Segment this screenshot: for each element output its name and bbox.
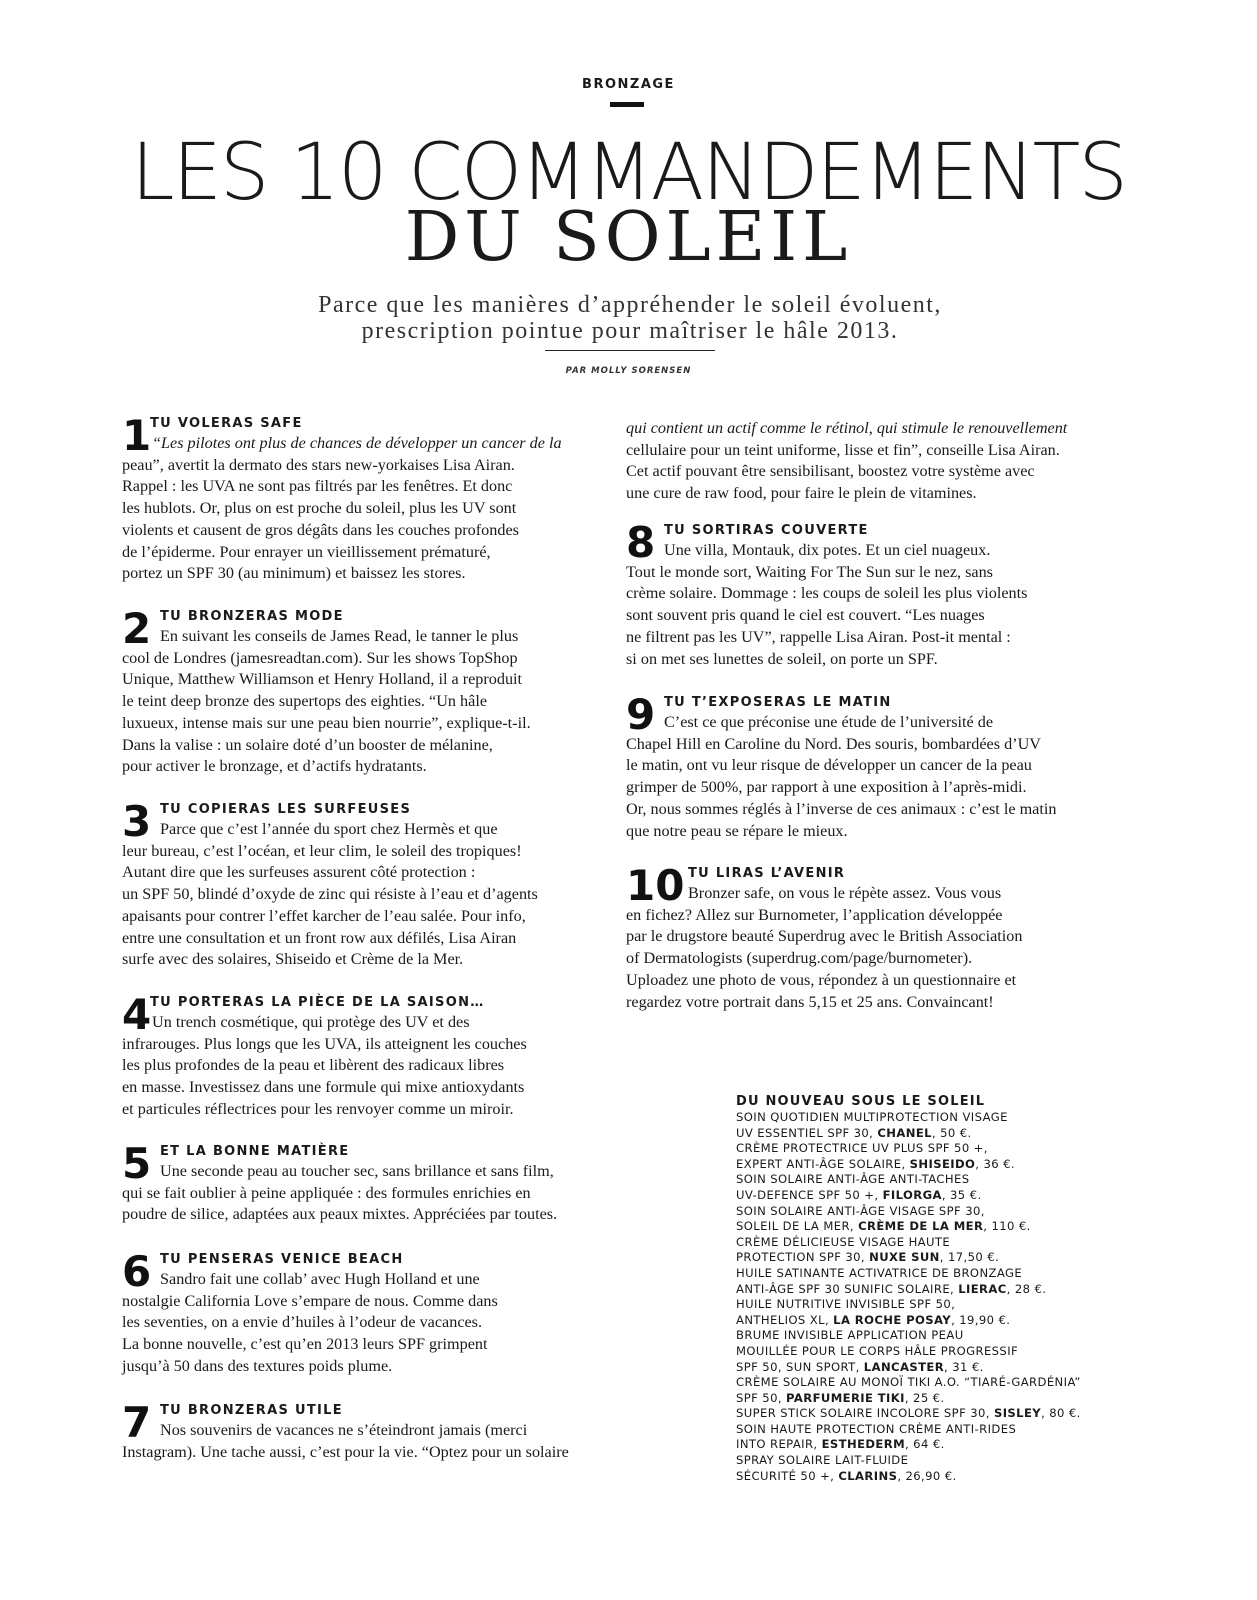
commandment-number: 1 — [122, 411, 152, 460]
commandment-heading: TU PENSERAS VENICE BEACH — [160, 1252, 404, 1267]
product-price: , 25 €. — [904, 1390, 945, 1405]
product-brand: LA ROCHE POSAY — [833, 1312, 952, 1327]
commandment-number: 9 — [626, 690, 656, 739]
commandment-2 — [122, 604, 612, 778]
commandment-heading: TU SORTIRAS COUVERTE — [664, 523, 869, 538]
product-brand: FILORGA — [882, 1187, 942, 1202]
product-description: MOUILLÉE POUR LE CORPS HÂLE PROGRESSIF — [736, 1343, 1019, 1358]
commandment-body: Sandro fait une collab’ avec Hugh Holland et une nostalgie California Love s’empare de nous. Comme dans les seventies, on a envie d’huiles à l’odeur de vacances. La bonne nouvelle, c’est qu’en 2013 leurs SPF grimpent jusqu’à 50 dans des textures poids plume. — [122, 1270, 498, 1375]
commandment-body: En suivant les conseils de James Read, le tanner le plus cool de Londres (jamesreadtan.com). Sur les shows TopShop Unique, Matthew Williamson et Henry Holland, il a reproduit le teint deep bronze des supertops des eighties. “Un hâle luxueux, intense mais sur une peau bien nourrie”, explique-t-il. Dans la valise : un solaire doté d’un booster de mélanine, pour activer le bronzage, et d’actifs hydratants. — [122, 627, 531, 776]
commandment-number: 3 — [122, 797, 152, 846]
product-description: SOIN HAUTE PROTECTION CRÈME ANTI-RIDES — [736, 1421, 1017, 1436]
product-description: SPRAY SOLAIRE LAIT-FLUIDE — [736, 1453, 909, 1468]
sidebar-line — [736, 1391, 1156, 1407]
sidebar-line — [736, 1297, 1156, 1313]
commandment-number: 8 — [626, 518, 656, 567]
product-description: HUILE SATINANTE ACTIVATRICE DE BRONZAGE — [736, 1265, 1023, 1280]
product-description: SOLEIL DE LA MER, — [736, 1219, 859, 1234]
commandment-heading: TU BRONZERAS UTILE — [160, 1403, 343, 1418]
commandment-heading: TU LIRAS L’AVENIR — [688, 866, 846, 881]
sidebar-line — [736, 1406, 1156, 1422]
product-price: , 19,90 €. — [951, 1312, 1011, 1327]
section-kicker: BRONZAGE — [582, 77, 675, 92]
commandment-heading: TU VOLERAS SAFE — [150, 416, 303, 431]
commandment-7 — [122, 1398, 612, 1463]
commandment-number: 5 — [122, 1139, 152, 1188]
product-price: , 31 €. — [944, 1359, 984, 1374]
commandment-number: 7 — [122, 1398, 152, 1447]
product-description: UV ESSENTIEL SPF 30, — [736, 1125, 878, 1140]
product-description: INTO REPAIR, — [736, 1437, 822, 1452]
commandment-body: Nos souvenirs de vacances ne s’éteindront jamais (merci Instagram). Une tache aussi, c’est pour la vie. “Optez pour un solaire — [122, 1421, 569, 1461]
sidebar-title: DU NOUVEAU SOUS LE SOLEIL — [736, 1094, 986, 1109]
sidebar-line — [736, 1250, 1156, 1266]
sidebar-line — [736, 1110, 1156, 1126]
byline-divider — [545, 350, 715, 351]
product-description: CRÈME SOLAIRE AU MONOÏ TIKI A.O. “TIARÉ-GARDÉNIA” — [736, 1375, 1081, 1390]
commandment-8 — [626, 518, 1116, 670]
product-price: , 28 €. — [1006, 1281, 1047, 1296]
product-description: EXPERT ANTI-ÂGE SOLAIRE, — [736, 1156, 910, 1171]
sidebar-line — [736, 1453, 1156, 1469]
product-description: SPF 50, SUN SPORT, — [736, 1359, 864, 1374]
sidebar-line — [736, 1188, 1156, 1204]
commandment-heading: TU T’EXPOSERAS LE MATIN — [664, 695, 892, 710]
product-price: , 110 €. — [983, 1219, 1031, 1234]
product-brand: LIERAC — [958, 1281, 1007, 1296]
product-description: HUILE NUTRITIVE INVISIBLE SPF 50, — [736, 1297, 956, 1312]
sidebar-line — [736, 1157, 1156, 1173]
headline-line-1: LES 10 COMMANDEMENTS — [131, 128, 1126, 218]
commandment-heading: TU PORTERAS LA PIÈCE DE LA SAISON… — [150, 995, 485, 1010]
product-brand: CHANEL — [877, 1125, 932, 1140]
product-description: SOIN SOLAIRE ANTI-ÂGE ANTI-TACHES — [736, 1172, 970, 1187]
product-description: PROTECTION SPF 30, — [736, 1250, 870, 1265]
product-brand: PARFUMERIE TIKI — [786, 1390, 905, 1405]
product-brand: SHISEIDO — [909, 1156, 976, 1171]
product-description: SÉCURITÉ 50 +, — [736, 1468, 839, 1483]
kicker-divider — [610, 102, 644, 107]
sidebar-line — [736, 1126, 1156, 1142]
sidebar-line — [736, 1266, 1156, 1282]
sidebar-line — [736, 1313, 1156, 1329]
sidebar-line — [736, 1235, 1156, 1251]
product-description: SPF 50, — [736, 1390, 787, 1405]
sidebar-line — [736, 1328, 1156, 1344]
product-price: , 26,90 €. — [897, 1468, 957, 1483]
sidebar-line — [736, 1469, 1156, 1485]
product-brand: SISLEY — [993, 1406, 1042, 1421]
commandment-10 — [626, 861, 1116, 1013]
commandment-9 — [626, 690, 1116, 842]
commandment-number: 10 — [626, 861, 685, 910]
product-description: SUPER STICK SOLAIRE INCOLORE SPF 30, — [736, 1406, 994, 1421]
product-sidebar — [736, 1093, 1156, 1484]
commandment-6 — [122, 1247, 612, 1378]
byline: PAR MOLLY SORENSEN — [565, 366, 692, 376]
product-price: , 35 €. — [941, 1187, 982, 1202]
sidebar-line — [736, 1204, 1156, 1220]
product-description: CRÈME PROTECTRICE UV PLUS SPF 50 +, — [736, 1141, 988, 1156]
sidebar-line — [736, 1282, 1156, 1298]
commandment-5 — [122, 1139, 612, 1226]
commandment-body: C’est ce que préconise une étude de l’université de Chapel Hill en Caroline du Nord. Des souris, bombardées d’UV le matin, ont vu leur risque de développer un cancer de la peau grimper de 500%, par rapport à une exposition à l’après-midi. Or, nous sommes réglés à l’inverse de ces animaux : c’est le matin que notre peau se répare le mieux. — [626, 713, 1057, 840]
product-brand: CRÈME DE LA MER — [858, 1219, 984, 1234]
commandment-body: Bronzer safe, on vous le répète assez. Vous vous en fichez? Allez sur Burnometer, l’application développée par le drugstore beauté Superdrug avec le British Association of Dermatologists (superdrug.com/page/burnometer). Uploadez une photo de vous, répondez à un questionnaire et regardez votre portrait dans 5,15 et 25 ans. Convaincant! — [626, 884, 1023, 1011]
sidebar-line — [736, 1422, 1156, 1438]
commandment-7-continued: qui contient un actif comme le rétinol, qui stimule le renouvellement cellulaire pour un teint uniforme, lisse et fin”, conseille Lisa Airan. Cet actif pouvant être sensibilisant, boostez votre système avec une cure de raw food, pour faire le plein de vitamines. — [626, 419, 1068, 503]
product-brand: LANCASTER — [863, 1359, 945, 1374]
commandment-body: Une seconde peau au toucher sec, sans brillance et sans film, qui se fait oublier à peine appliquée : des formules enrichies en poudre de silice, adaptées aux peaux mixtes. Appréciées par toutes. — [122, 1162, 558, 1224]
product-description: SOIN SOLAIRE ANTI-ÂGE VISAGE SPF 30, — [736, 1203, 985, 1218]
commandment-number: 4 — [122, 990, 152, 1039]
sidebar-line — [736, 1219, 1156, 1235]
product-description: UV-DEFENCE SPF 50 +, — [736, 1187, 883, 1202]
product-description: ANTHELIOS XL, — [736, 1312, 834, 1327]
commandment-body: “Les pilotes ont plus de chances de développer un cancer de la peau”, avertit la dermato des stars new-yorkaises Lisa Airan. Rappel : les UVA ne sont pas filtrés par les fenêtres. Et donc les hublots. Or, plus on est proche du soleil, plus les UV sont violents et causent de gros dégâts dans les couches profondes de l’épiderme. Pour enrayer un vieillissement prématuré, portez un SPF 30 (au minimum) et baissez les stores. — [122, 434, 562, 583]
product-description: SOIN QUOTIDIEN MULTIPROTECTION VISAGE — [736, 1110, 1008, 1124]
commandment-body: Un trench cosmétique, qui protège des UV et des infrarouges. Plus longs que les UVA, ils atteignent les couches les plus profondes de la peau et libèrent des radicaux libres en masse. Investissez dans une formule qui mixe antioxydants et particules réflectrices pour les renvoyer comme un miroir. — [122, 1013, 527, 1118]
commandment-heading: TU COPIERAS LES SURFEUSES — [160, 802, 412, 817]
product-description: BRUME INVISIBLE APPLICATION PEAU — [736, 1328, 964, 1343]
sidebar-line — [736, 1375, 1156, 1391]
commandment-3 — [122, 797, 612, 971]
sidebar-line — [736, 1172, 1156, 1188]
commandment-number: 6 — [122, 1247, 152, 1296]
product-brand: ESTHEDERM — [821, 1437, 906, 1452]
product-brand: NUXE SUN — [869, 1250, 940, 1265]
commandment-heading: TU BRONZERAS MODE — [160, 609, 344, 624]
sidebar-line — [736, 1344, 1156, 1360]
product-price: , 80 €. — [1041, 1406, 1081, 1421]
commandment-4 — [122, 990, 612, 1121]
sidebar-line — [736, 1360, 1156, 1376]
standfirst: Parce que les manières d’appréhender le soleil évoluent, prescription pointue pour maîtriser le hâle 2013. — [318, 292, 942, 344]
sidebar-list — [736, 1110, 1156, 1484]
product-price: , 17,50 €. — [939, 1250, 1000, 1265]
product-price: , 64 €. — [905, 1437, 945, 1452]
commandment-1 — [122, 411, 612, 585]
headline-line-2: DU SOLEIL — [404, 198, 853, 277]
commandment-number: 2 — [122, 604, 152, 653]
product-price: , 50 €. — [931, 1125, 972, 1140]
sidebar-line — [736, 1141, 1156, 1157]
product-description: ANTI-ÂGE SPF 30 SUNIFIC SOLAIRE, — [736, 1281, 959, 1296]
product-description: CRÈME DÉLICIEUSE VISAGE HAUTE — [736, 1234, 951, 1249]
commandment-body: Une villa, Montauk, dix potes. Et un ciel nuageux. Tout le monde sort, Waiting For The Sun sur le nez, sans crème solaire. Dommage : les coups de soleil les plus violents sont souvent pris quand le ciel est couvert. “Les nuages ne filtrent pas les UV”, rappelle Lisa Airan. Post-it mental : si on met ses lunettes de soleil, on porte un SPF. — [626, 541, 1028, 668]
commandment-heading: ET LA BONNE MATIÈRE — [160, 1144, 350, 1159]
product-price: , 36 €. — [975, 1156, 1015, 1171]
product-brand: CLARINS — [838, 1468, 898, 1483]
sidebar-line — [736, 1437, 1156, 1453]
commandment-body: Parce que c’est l’année du sport chez Hermès et que leur bureau, c’est l’océan, et leur clim, le soleil des tropiques! Autant dire que les surfeuses assurent côté protection : un SPF 50, blindé d’oxyde de zinc qui résiste à l’eau et d’agents apaisants pour contrer l’effet karcher de l’eau salée. Pour info, entre une consultation et un front row aux défilés, Lisa Airan surfe avec des solaires, Shiseido et Crème de la Mer. — [122, 820, 538, 969]
